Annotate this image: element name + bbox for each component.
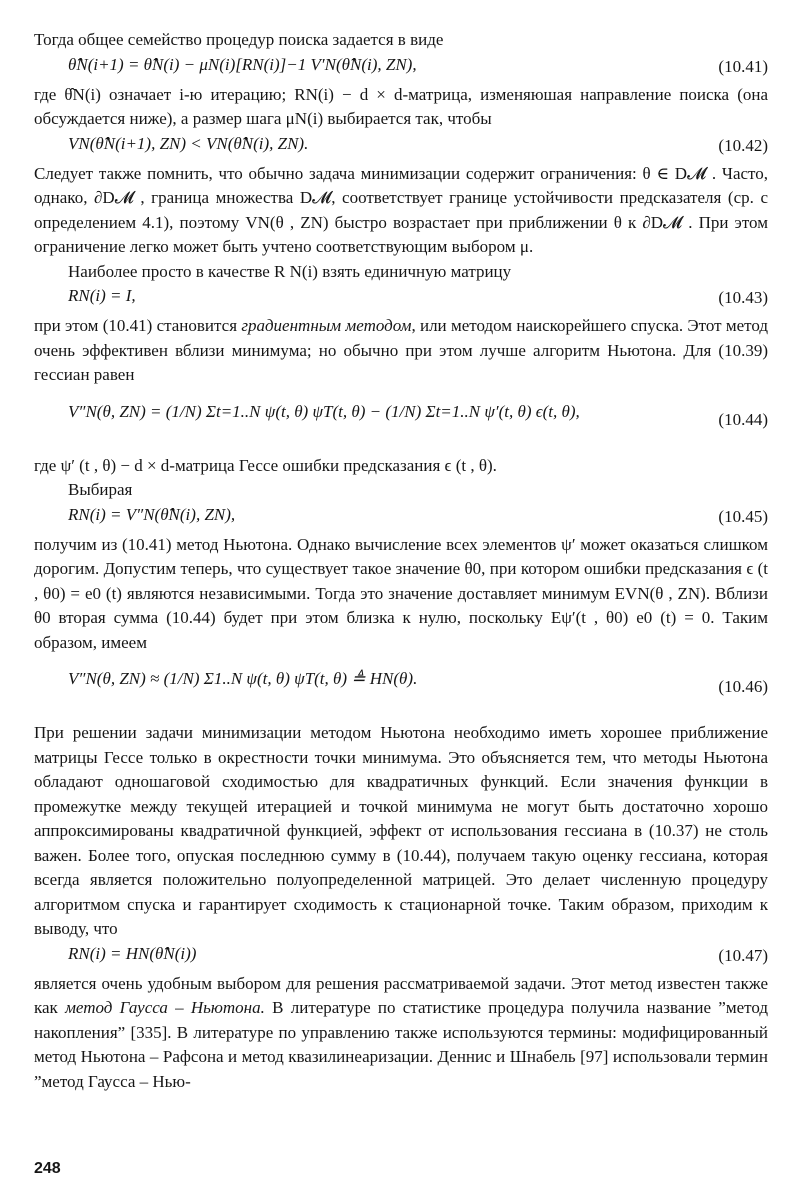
- paragraph: где θ̂N(i) означает i-ю итерацию; RN(i) − d × d-матрица, изменяюшая направление поиска (она обсуждается ниже), а размер шага μN(i) выбирается так, чтобы: [34, 84, 768, 128]
- equation-formula: VN(θ̂N(i+1), ZN) < VN(θ̂N(i), ZN).: [68, 133, 309, 153]
- equation-formula: RN(i) = V″N(θ̂N(i), ZN),: [68, 504, 236, 524]
- paragraph: является очень удобным выбором для решения рассматриваемой задачи. Этот метод известен также как метод Гаусса – Ньютона. В литературе по статистике процедура получила название ”метод накопления” [335]. В литературе по управлению также используются термины: модифицированный метод Ньютона – Рафсона и метод квазилинеаризации. Деннис и Шнабель [97] использовали термин ”метод Гаусса – Нью-: [34, 973, 768, 1091]
- equation-number: (10.45): [718, 506, 768, 526]
- equation-10-46: [34, 655, 768, 721]
- equation-formula: V″N(θ, ZN) = (1/N) Σt=1..N ψ(t, θ) ψT(t, θ) − (1/N) Σt=1..N ψ′(t, θ) ϵ(t, θ),: [68, 401, 580, 421]
- equation-number: (10.41): [718, 56, 768, 76]
- equation-10-47: [34, 942, 768, 972]
- paragraph: Следует также помнить, что обычно задача минимизации содержит ограничения: θ ∈ D𝓜 . Часто, однако, ∂D𝓜 , граница множества D𝓜, соответствует границе устойчивости предсказателя (ср. с определением 4.1), поэтому VN(θ , ZN) быстро возрастает при приближении θ к ∂D𝓜 . При этом ограничение легко может быть учтено соответствующим выбором μ.: [34, 163, 768, 256]
- equation-formula: V″N(θ, ZN) ≈ (1/N) Σ1..N ψ(t, θ) ψT(t, θ) ≜ HN(θ).: [68, 669, 418, 688]
- equation-10-41: [34, 53, 768, 83]
- paragraph: получим из (10.41) метод Ньютона. Однако вычисление всех элементов ψ′ может оказаться слишком дорогим. Допустим теперь, что существует такое значение θ0, при котором ошибки предсказания ϵ (t , θ0) = e0 (t) являются независимыми. Тогда это значение доставляет минимум EVN(θ , ZN). Вблизи θ0 вторая сумма (10.44) будет при этом близка к нулю, поскольку Eψ′(t , θ0) e0 (t) = 0. Таким образом, имеем: [34, 534, 768, 652]
- page-content: [34, 28, 768, 1094]
- equation-10-45: [34, 503, 768, 533]
- equation-formula: θ̂N(i+1) = θ̂N(i) − μN(i)[RN(i)]−1 V′N(θ̂N(i), ZN),: [68, 54, 417, 74]
- paragraph: при этом (10.41) становится градиентным методом, или методом наискорейшего спуска. Этот метод очень эффективен вблизи минимума; но обычно при этом лучше алгоритм Ньютона. Для (10.39) гессиан равен: [34, 316, 769, 384]
- equation-number: (10.43): [718, 288, 768, 307]
- label: Выбирая: [68, 480, 133, 499]
- equation-formula: RN(i) = I,: [68, 286, 136, 305]
- equation-10-44: [34, 388, 768, 454]
- equation-10-42: [34, 132, 768, 162]
- term-emphasis: градиентным методом: [241, 316, 412, 335]
- paragraph: Тогда общее семейство процедур поиска задается в виде: [34, 30, 444, 49]
- equation-number: (10.44): [718, 409, 768, 429]
- paragraph: При решении задачи минимизации методом Ньютона необходимо иметь хорошее приближение матрицы Гессе только в окрестности точки минимума. Это объясняется тем, что методы Ньютона обладают одношаговой сходимостью для квадратичных функций. Если значения функции в промежутке между текущей итерацией и точкой минимума не могут быть достаточно хорошо аппроксимированы квадратичной функцией, эффект от использования гессиана в (10.37) не столь важен. Более того, опуская последнюю сумму в (10.44), получаем такую оценку гессиана, которая всегда является положительно полуопределенной матрицей. Это делает численную процедуру алгоритмом спуска и гарантирует сходимость к стационарной точке. Таким образом, приходим к выводу, что: [34, 723, 768, 938]
- equation-10-43: [34, 284, 768, 314]
- paragraph: Наиболее просто в качестве R N(i) взять единичную матрицу: [68, 261, 512, 281]
- page-number: 248: [34, 1160, 61, 1177]
- term-emphasis: метод Гаусса – Ньютона.: [65, 998, 265, 1017]
- equation-number: (10.42): [718, 135, 768, 155]
- equation-number: (10.46): [718, 677, 768, 696]
- equation-formula: RN(i) = HN(θ̂N(i)): [68, 943, 197, 963]
- paragraph: где ψ′ (t , θ) − d × d-матрица Гессе ошибки предсказания ϵ (t , θ).: [34, 455, 497, 475]
- equation-number: (10.47): [718, 945, 768, 965]
